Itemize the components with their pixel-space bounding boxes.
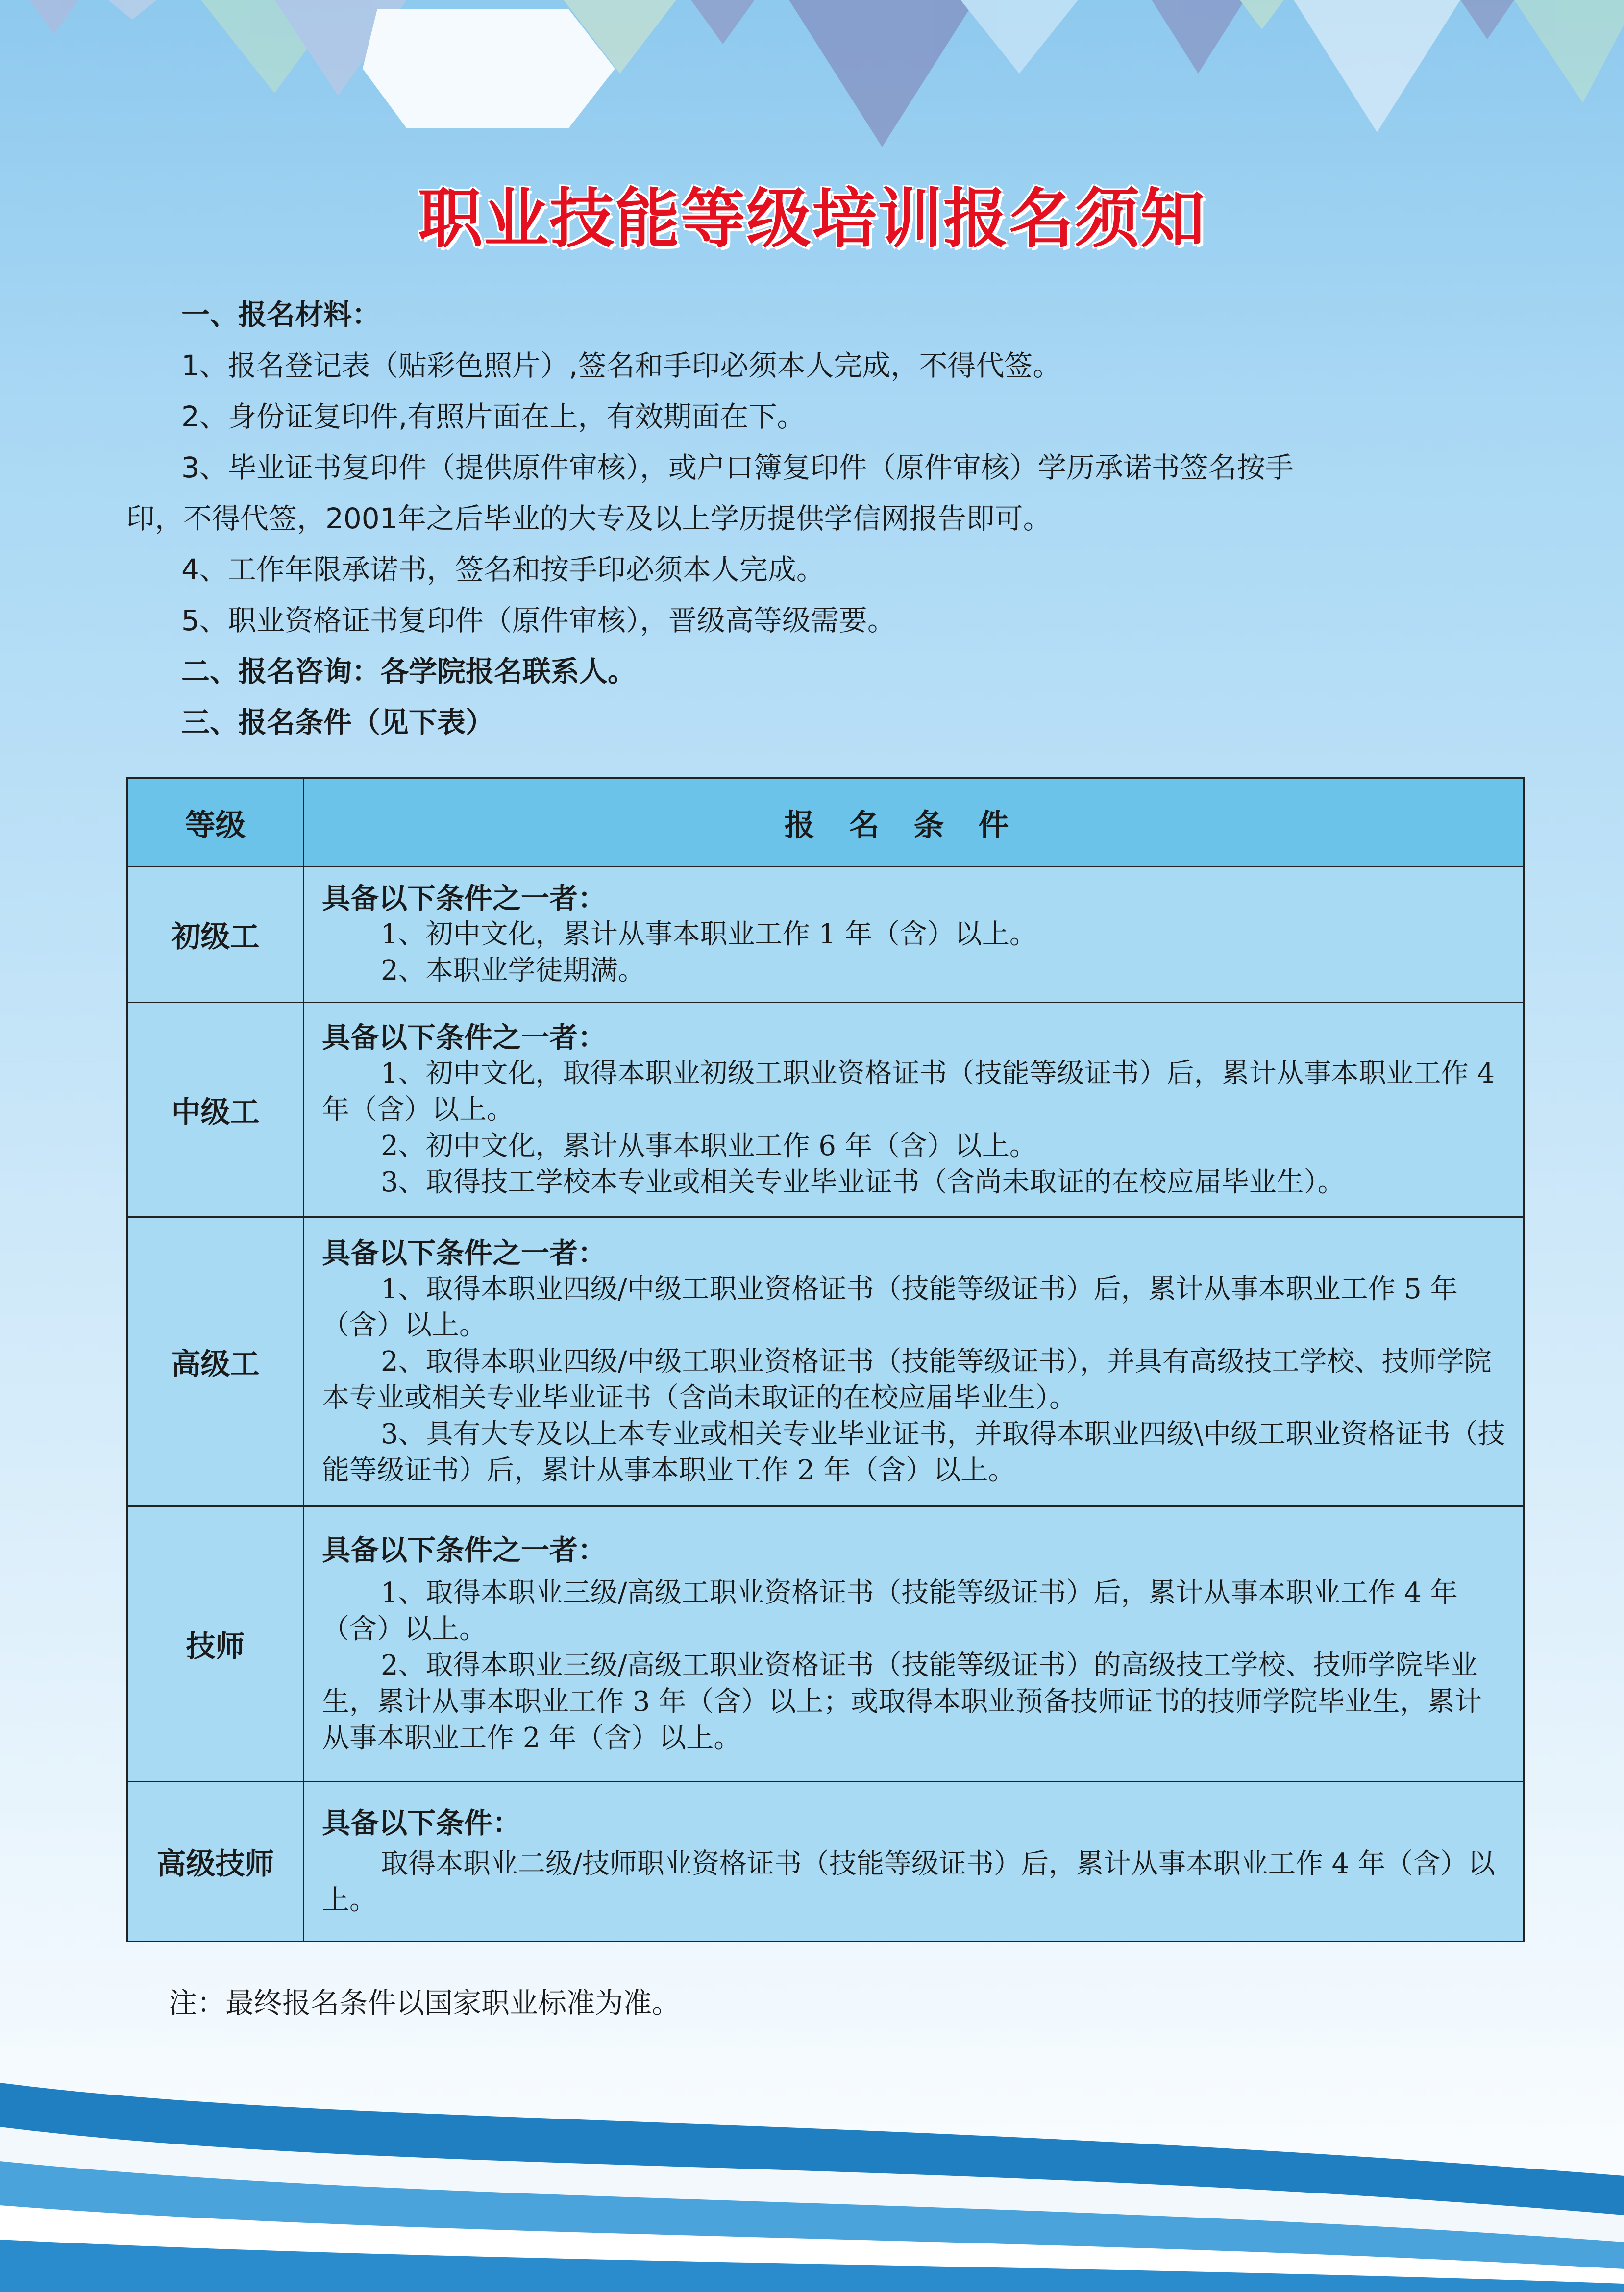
intro-section [126, 289, 1533, 748]
section-3-heading: 三、报名条件（见下表） [181, 706, 494, 739]
condition-heading: 具备以下条件之一者： [322, 1533, 607, 1567]
table-row [127, 1506, 1524, 1782]
condition-item: 2、初中文化，累计从事本职业工作 6 年（含）以上。 [381, 1130, 1037, 1162]
condition-cell [304, 1003, 1524, 1217]
footnote: 注：最终报名条件以国家职业标准为准。 [169, 1986, 681, 2020]
material-item-continuation: 印，不得代签，2001年之后毕业的大专及以上学历提供学信网报告即可。 [126, 502, 1052, 535]
condition-item: 3、取得技工学校本专业或相关专业毕业证书（含尚未取证的在校应届毕业生）。 [381, 1166, 1345, 1198]
condition-cell [304, 1782, 1524, 1942]
condition-item: 2、取得本职业三级/高级工职业资格证书（技能等级证书）的高级技工学校、技师学院毕业生，累计从事本职业工作 3 年（含）以上；或取得本职业预备技师证书的技师学院毕业生，累计从事本职业工作 2 年（含）以上。 [322, 1649, 1482, 1754]
material-item: 2、身份证复印件,有照片面在上，有效期面在下。 [181, 400, 806, 433]
condition-item: 2、取得本职业四级/中级工职业资格证书（技能等级证书），并具有高级技工学校、技师学院本专业或相关专业毕业证书（含尚未取证的在校应届毕业生）。 [322, 1345, 1492, 1414]
condition-item: 1、取得本职业三级/高级工职业资格证书（技能等级证书）后，累计从事本职业工作 4 年（含）以上。 [322, 1577, 1458, 1645]
level-cell: 高级工 [127, 1217, 304, 1506]
condition-item: 3、具有大专及以上本专业或相关专业毕业证书，并取得本职业四级\中级工职业资格证书（技能等级证书）后，累计从事本职业工作 2 年（含）以上。 [322, 1418, 1505, 1486]
material-item: 4、工作年限承诺书，签名和按手印必须本人完成。 [181, 553, 825, 586]
table-row [127, 1782, 1524, 1942]
condition-heading: 具备以下条件之一者： [322, 882, 607, 915]
condition-item: 2、本职业学徒期满。 [381, 955, 645, 986]
header-conditions: 报名条件 [304, 778, 1524, 867]
material-item: 3、毕业证书复印件（提供原件审核），或户口簿复印件（原件审核）学历承诺书签名按手 [181, 451, 1294, 484]
header-level: 等级 [127, 778, 304, 867]
condition-item: 取得本职业二级/技师职业资格证书（技能等级证书）后，累计从事本职业工作 4 年（含）以上。 [322, 1848, 1496, 1916]
level-cell: 中级工 [127, 1003, 304, 1217]
material-item: 5、职业资格证书复印件（原件审核），晋级高等级需要。 [181, 604, 896, 637]
condition-item: 1、取得本职业四级/中级工职业资格证书（技能等级证书）后，累计从事本职业工作 5 年（含）以上。 [322, 1273, 1458, 1341]
condition-heading: 具备以下条件： [322, 1806, 521, 1840]
condition-heading: 具备以下条件之一者： [322, 1236, 607, 1270]
table-row [127, 1003, 1524, 1217]
condition-heading: 具备以下条件之一者： [322, 1020, 607, 1054]
level-cell: 高级技师 [127, 1782, 304, 1942]
table-row [127, 867, 1524, 1003]
level-cell: 技师 [127, 1506, 304, 1782]
table-header-row [127, 778, 1524, 867]
condition-cell [304, 1217, 1524, 1506]
table-row [127, 1217, 1524, 1506]
level-cell: 初级工 [127, 867, 304, 1003]
conditions-table [126, 777, 1525, 1942]
condition-cell [304, 867, 1524, 1003]
condition-cell [304, 1506, 1524, 1782]
section-2-consult: 二、报名咨询：各学院报名联系人。 [181, 655, 637, 688]
page-title: 职业技能等级培训报名须知 [418, 181, 1206, 257]
section-1-heading: 一、报名材料： [181, 298, 381, 331]
condition-item: 1、初中文化，累计从事本职业工作 1 年（含）以上。 [381, 918, 1037, 950]
material-item: 1、报名登记表（贴彩色照片）,签名和手印必须本人完成，不得代签。 [181, 349, 1061, 382]
condition-item: 1、初中文化，取得本职业初级工职业资格证书（技能等级证书）后，累计从事本职业工作 4 年（含）以上。 [322, 1057, 1495, 1126]
